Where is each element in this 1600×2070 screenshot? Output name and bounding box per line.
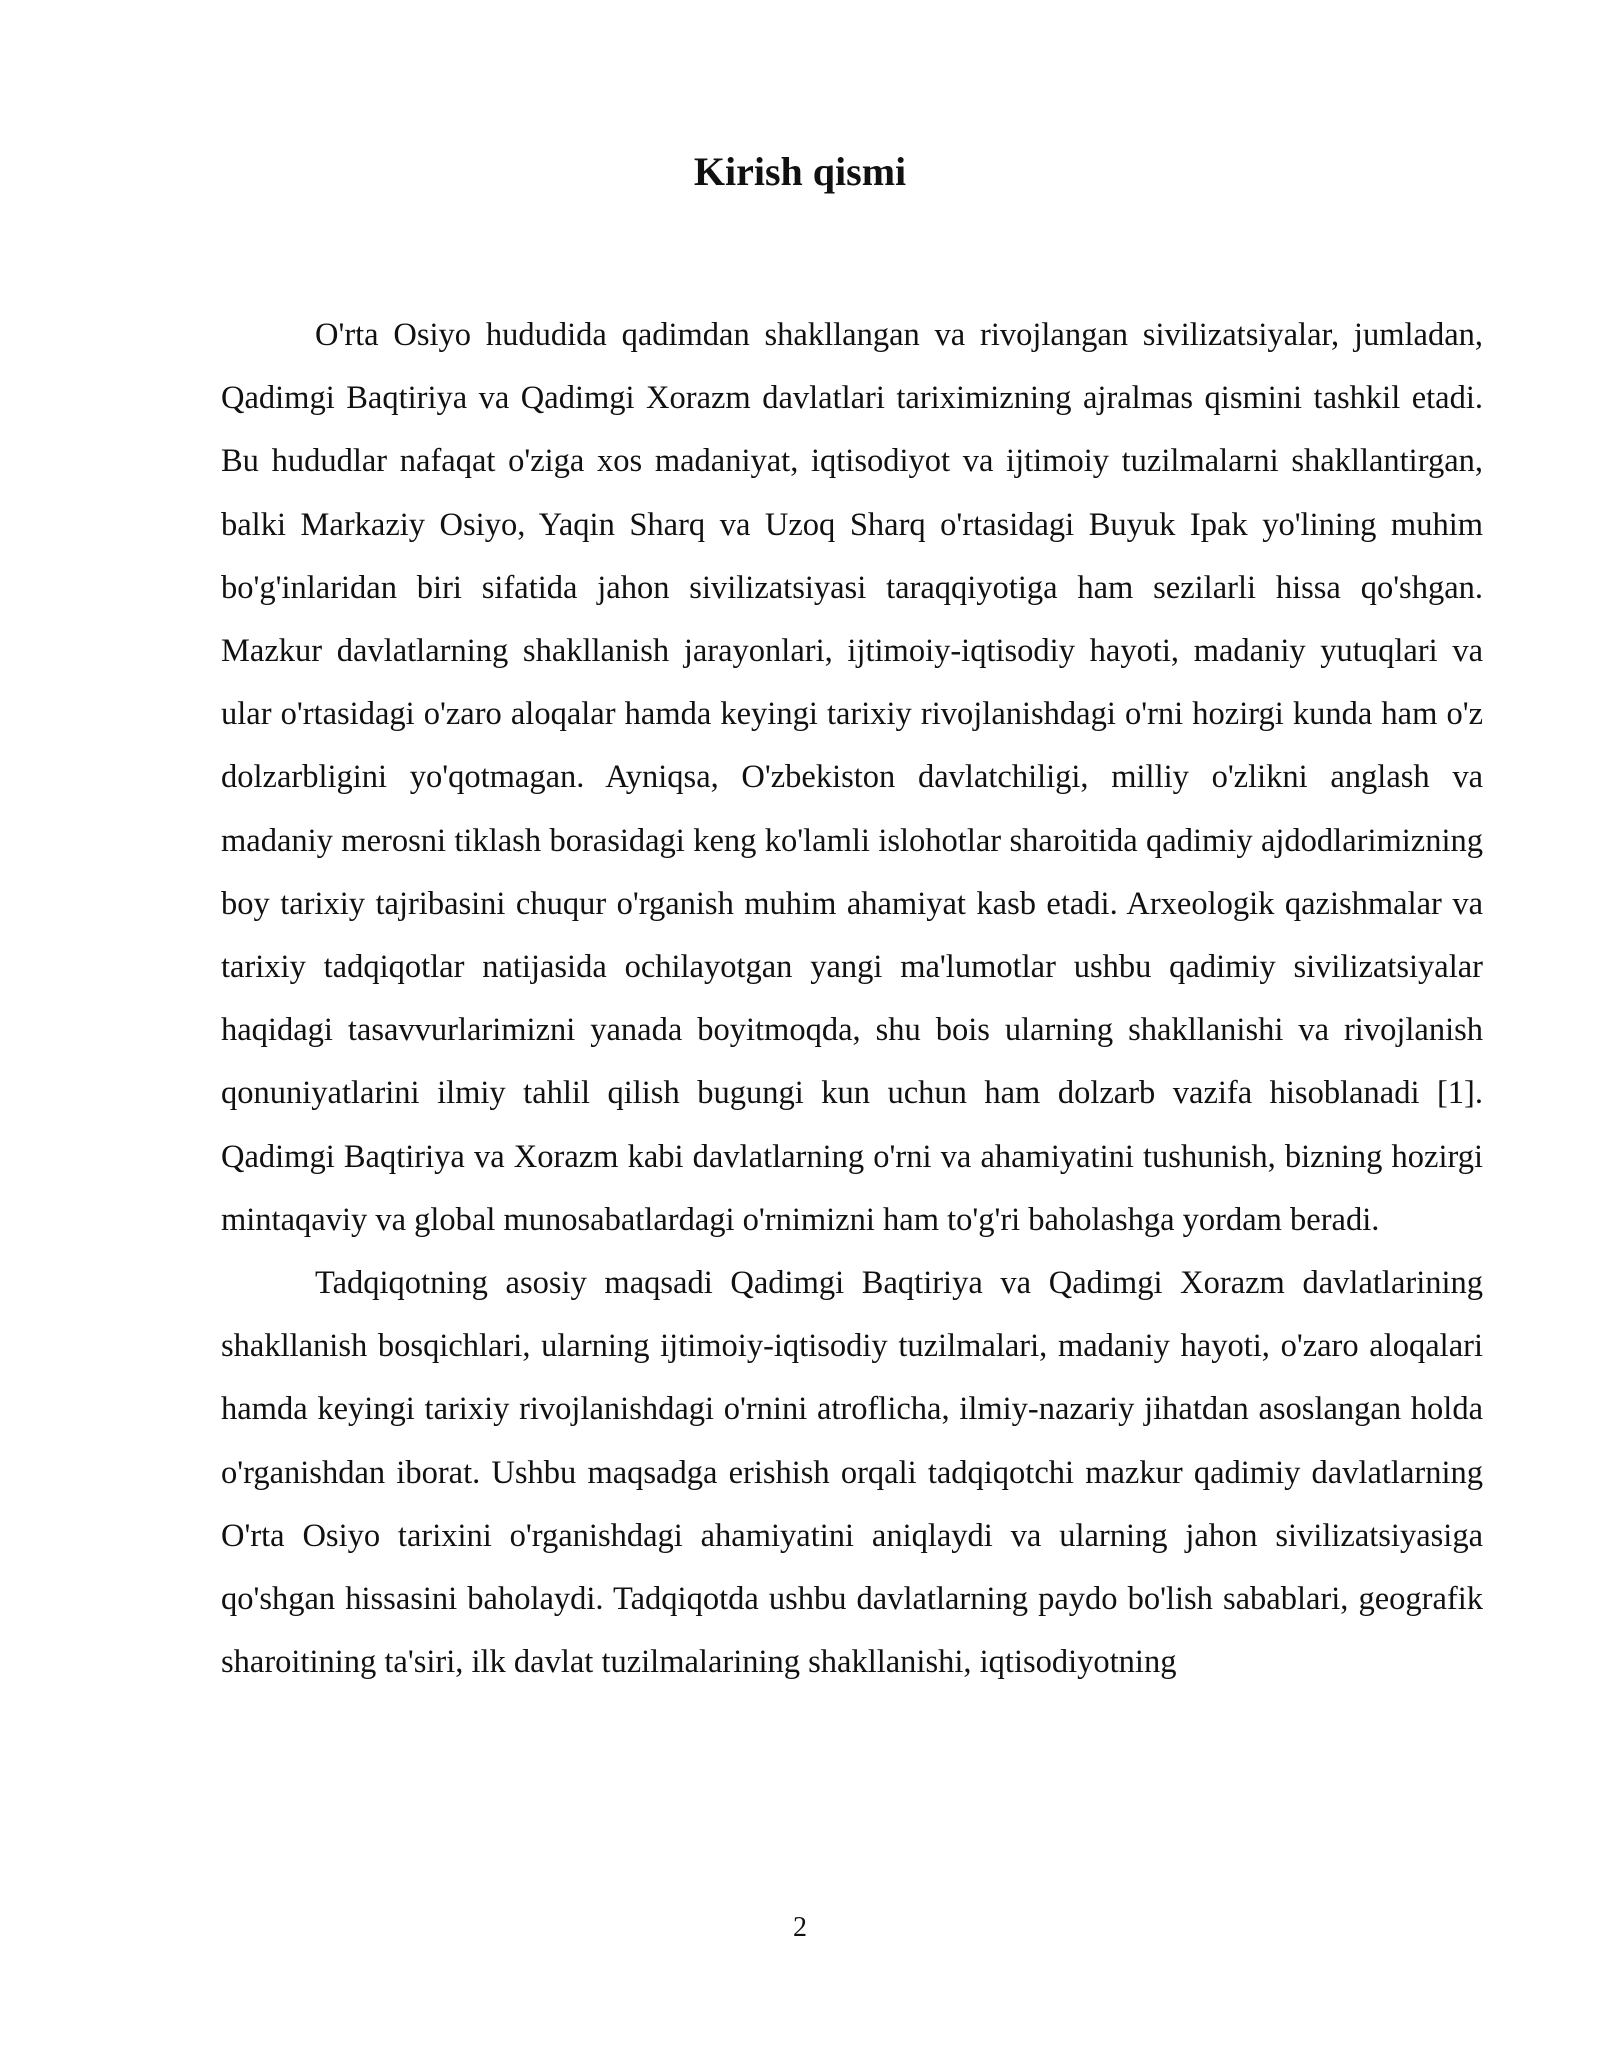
paragraph-research-goal: Tadqiqotning asosiy maqsadi Qadimgi Baqtiriya va Qadimgi Xorazm davlatlarining shakllanish bosqichlari, ularning ijtimoiy-iqtisodiy tuzilmalari, madaniy hayoti, o'zaro aloqalari hamda keyingi tarixiy rivojlanishdagi o'rnini atroflicha, ilmiy-nazariy jihatdan asoslangan holda o'rganishdan iborat. Ushbu maqsadga erishish orqali tadqiqotchi mazkur qadimiy davlatlarning O'rta Osiyo tarixini o'rganishdagi ahamiyatini aniqlaydi va ularning jahon sivilizatsiyasiga qo'shgan hissasini baholaydi. Tadqiqotda ushbu davlatlarning paydo bo'lish sabablari, geografik sharoitining ta'siri, ilk davlat tuzilmalarining shakllanishi, iqtisodiyotning (221, 1265, 1483, 1681)
page-title: Kirish qismi (693, 149, 907, 194)
page-number: 2 (793, 1912, 807, 1943)
paragraph-introduction: O'rta Osiyo hududida qadimdan shakllangan va rivojlangan sivilizatsiyalar, jumladan, Qadimgi Baqtiriya va Qadimgi Xorazm davlatlari tariximizning ajralmas qismini tashkil etadi. Bu hududlar nafaqat o'ziga xos madaniyat, iqtisodiyot va ijtimoiy tuzilmalarni shakllantirgan, balki Markaziy Osiyo, Yaqin Sharq va Uzoq Sharq o'rtasidagi Buyuk Ipak yo'lining muhim bo'g'inlaridan biri sifatida jahon sivilizatsiyasi taraqqiyotiga ham sezilarli hissa qo'shgan. Mazkur davlatlarning shakllanish jarayonlari, ijtimoiy-iqtisodiy hayoti, madaniy yutuqlari va ular o'rtasidagi o'zaro aloqalar hamda keyingi tarixiy rivojlanishdagi o'rni hozirgi kunda ham o'z dolzarbligini yo'qotmagan. Ayniqsa, O'zbekiston davlatchiligi, milliy o'zlikni anglash va madaniy merosni tiklash borasidagi keng ko'lamli islohotlar sharoitida qadimiy ajdodlarimizning boy tarixiy tajribasini chuqur o'rganish muhim ahamiyat kasb etadi. Arxeologik qazishmalar va tarixiy tadqiqotlar natijasida ochilayotgan yangi ma'lumotlar ushbu qadimiy sivilizatsiyalar haqidagi tasavvurlarimizni yanada boyitmoqda, shu bois ularning shakllanishi va rivojlanish qonuniyatlarini ilmiy tahlil qilish bugungi kun uchun ham dolzarb vazifa hisoblanadi [1]. Qadimgi Baqtiriya va Xorazm kabi davlatlarning o'rni va ahamiyatini tushunish, bizning hozirgi mintaqaviy va global munosabatlardagi o'rnimizni ham to'g'ri baholashga yordam beradi. (221, 317, 1483, 1238)
body-text (221, 304, 1483, 1694)
